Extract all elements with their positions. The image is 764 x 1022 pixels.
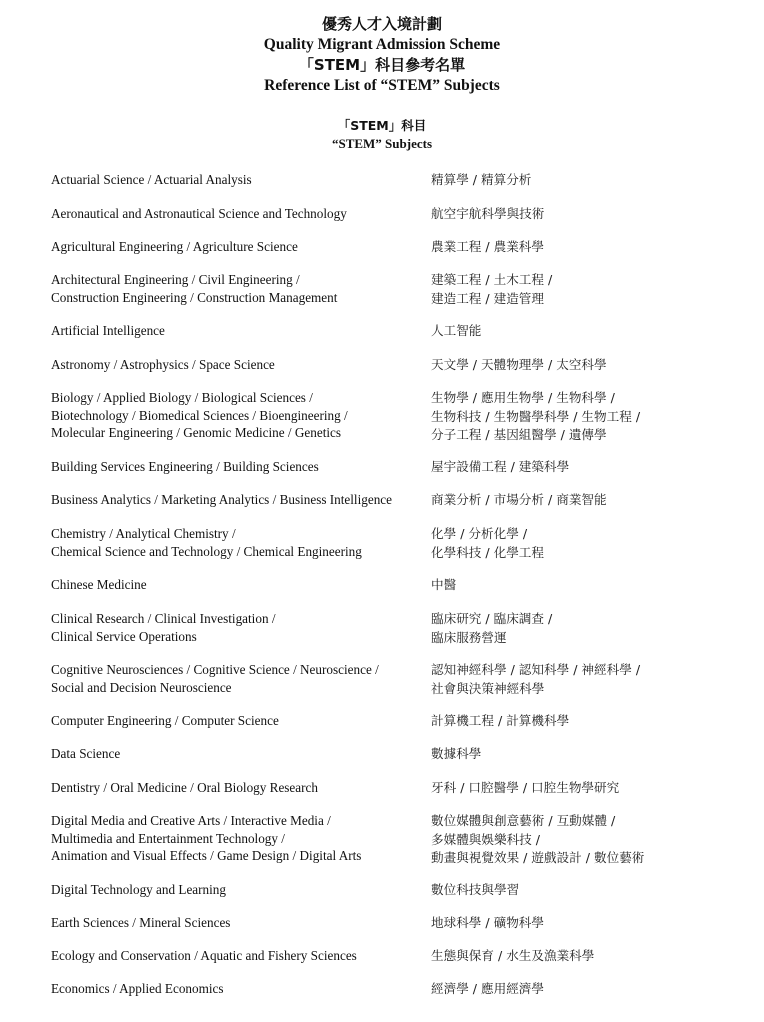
subject-en-line: Social and Decision Neuroscience [51, 679, 232, 695]
subject-zh-line: 精算學 / 精算分析 [431, 172, 532, 187]
subject-zh [431, 980, 751, 999]
subject-en-line: Agricultural Engineering / Agriculture Science [51, 239, 298, 254]
subject-zh-line: 多媒體與娛樂科技 / [431, 831, 540, 847]
subject-en-line: Biology / Applied Biology / Biological Sciences / [51, 390, 313, 405]
subject-zh [431, 356, 751, 375]
subject-zh-line: 人工智能 [431, 323, 482, 338]
subject-en-line: Chemistry / Analytical Chemistry / [51, 526, 236, 541]
subject-zh-line: 化學 / 分析化學 / [431, 526, 528, 541]
list-title-zh: 「STEM」科目參考名單 [298, 56, 466, 74]
subject-zh [431, 458, 751, 477]
subject-zh-line: 建築工程 / 土木工程 / [431, 272, 553, 287]
subject-zh-line: 生態與保育 / 水生及漁業科學 [431, 948, 595, 963]
subject-en [51, 271, 421, 306]
subject-en [51, 812, 421, 865]
subject-en-line: Astronomy / Astrophysics / Space Science [51, 357, 275, 372]
subject-en [51, 356, 421, 374]
subject-en [51, 661, 421, 696]
subject-zh-line: 數位科技與學習 [431, 882, 520, 897]
subject-en-line: Cognitive Neurosciences / Cognitive Science / Neuroscience / [51, 662, 379, 677]
subject-en-line: Construction Engineering / Construction Management [51, 289, 338, 305]
subject-zh-line: 航空宇航科學與技術 [431, 206, 545, 221]
subject-zh [431, 812, 751, 868]
subject-zh [431, 525, 751, 562]
subject-zh-line: 屋宇設備工程 / 建築科學 [431, 459, 570, 474]
section-title-en: “STEM” Subjects [331, 136, 433, 151]
subject-en-line: Business Analytics / Marketing Analytics / Business Intelligence [51, 492, 392, 507]
list-title-en: Reference List of “STEM” Subjects [264, 76, 500, 94]
section-heading [0, 117, 764, 153]
subject-en-line: Clinical Service Operations [51, 628, 197, 644]
subject-en-line: Building Services Engineering / Building Sciences [51, 459, 319, 474]
subject-en [51, 947, 421, 965]
subject-zh-line: 數位媒體與創意藝術 / 互動媒體 / [431, 813, 616, 828]
subject-en [51, 712, 421, 730]
subject-en [51, 610, 421, 645]
subject-zh [431, 779, 751, 798]
subject-en-line: Chemical Science and Technology / Chemical Engineering [51, 543, 362, 559]
subject-zh-line: 地球科學 / 礦物科學 [431, 915, 544, 930]
subject-en-line: Data Science [51, 746, 121, 761]
subject-zh [431, 491, 751, 510]
subject-en [51, 491, 421, 509]
subject-zh [431, 881, 751, 900]
subject-zh [431, 389, 751, 445]
subject-zh [431, 576, 751, 595]
subject-zh-line: 生物學 / 應用生物學 / 生物科學 / [431, 390, 615, 405]
subject-zh [431, 271, 751, 308]
subject-zh [431, 322, 751, 341]
subject-zh-line: 建造工程 / 建造管理 [431, 290, 544, 306]
subject-zh-line: 分子工程 / 基因組醫學 / 遺傳學 [431, 427, 607, 443]
subject-zh-line: 天文學 / 天體物理學 / 太空科學 [431, 357, 607, 372]
subject-en-line: Economics / Applied Economics [51, 981, 224, 996]
subject-zh-line: 中醫 [431, 577, 457, 592]
subject-zh-line: 認知神經科學 / 認知科學 / 神經科學 / [431, 662, 641, 677]
subject-zh-line: 臨床服務營運 [431, 629, 507, 645]
subject-zh [431, 712, 751, 731]
subject-en [51, 525, 421, 560]
subject-zh-line: 農業工程 / 農業科學 [431, 239, 544, 254]
subject-zh-line: 計算機工程 / 計算機科學 [431, 713, 570, 728]
subject-zh [431, 610, 751, 647]
subject-en-line: Chinese Medicine [51, 577, 147, 592]
subject-en-line: Digital Technology and Learning [51, 882, 226, 897]
subject-en-line: Computer Engineering / Computer Science [51, 713, 279, 728]
subject-en [51, 238, 421, 256]
subject-en [51, 779, 421, 797]
subject-en [51, 745, 421, 763]
subject-en [51, 389, 421, 442]
subject-zh-line: 經濟學 / 應用經濟學 [431, 981, 544, 996]
scheme-title-zh: 優秀人才入境計劃 [321, 15, 442, 33]
subject-zh [431, 661, 751, 698]
subject-en-line: Molecular Engineering / Genomic Medicine / Genetics [51, 425, 342, 441]
subject-en-line: Multimedia and Entertainment Technology / [51, 830, 285, 846]
subject-en [51, 205, 421, 223]
subject-zh-line: 化學科技 / 化學工程 [431, 544, 544, 560]
subject-en [51, 322, 421, 340]
subject-en-line: Biotechnology / Biomedical Sciences / Bioengineering / [51, 407, 348, 423]
subject-zh-line: 動畫與視覺效果 / 遊戲設計 / 數位藝術 [431, 850, 645, 866]
subject-en-line: Clinical Research / Clinical Investigation / [51, 611, 276, 626]
subject-en [51, 980, 421, 998]
subject-zh [431, 947, 751, 966]
subject-en [51, 576, 421, 594]
subject-en-line: Artificial Intelligence [51, 323, 165, 338]
subject-zh [431, 205, 751, 224]
subject-zh-line: 生物科技 / 生物醫學科學 / 生物工程 / [431, 408, 641, 424]
scheme-title-en: Quality Migrant Admission Scheme [263, 35, 501, 53]
subject-en [51, 171, 421, 189]
subject-zh-line: 臨床研究 / 臨床調查 / [431, 611, 553, 626]
subject-en-line: Architectural Engineering / Civil Engineering / [51, 272, 300, 287]
subject-zh-line: 商業分析 / 市場分析 / 商業智能 [431, 492, 607, 507]
subject-en [51, 458, 421, 476]
subject-en-line: Dentistry / Oral Medicine / Oral Biology Research [51, 780, 318, 795]
subject-zh-line: 數據科學 [431, 746, 482, 761]
subject-en-line: Actuarial Science / Actuarial Analysis [51, 172, 252, 187]
subject-zh [431, 238, 751, 257]
subject-en [51, 914, 421, 932]
subject-en-line: Earth Sciences / Mineral Sciences [51, 915, 231, 930]
subject-en-line: Aeronautical and Astronautical Science and Technology [51, 206, 347, 221]
subject-en-line: Ecology and Conservation / Aquatic and Fishery Sciences [51, 948, 357, 963]
document-header [0, 14, 764, 96]
subject-en [51, 881, 421, 899]
subject-zh [431, 745, 751, 764]
subject-en-line: Animation and Visual Effects / Game Design / Digital Arts [51, 848, 362, 864]
subject-en-line: Digital Media and Creative Arts / Interactive Media / [51, 813, 331, 828]
section-title-zh: 「STEM」科目 [337, 118, 427, 133]
subject-zh-line: 社會與決策神經科學 [431, 680, 545, 696]
subject-zh-line: 牙科 / 口腔醫學 / 口腔生物學研究 [431, 780, 620, 795]
subject-zh [431, 914, 751, 933]
subject-zh [431, 171, 751, 190]
